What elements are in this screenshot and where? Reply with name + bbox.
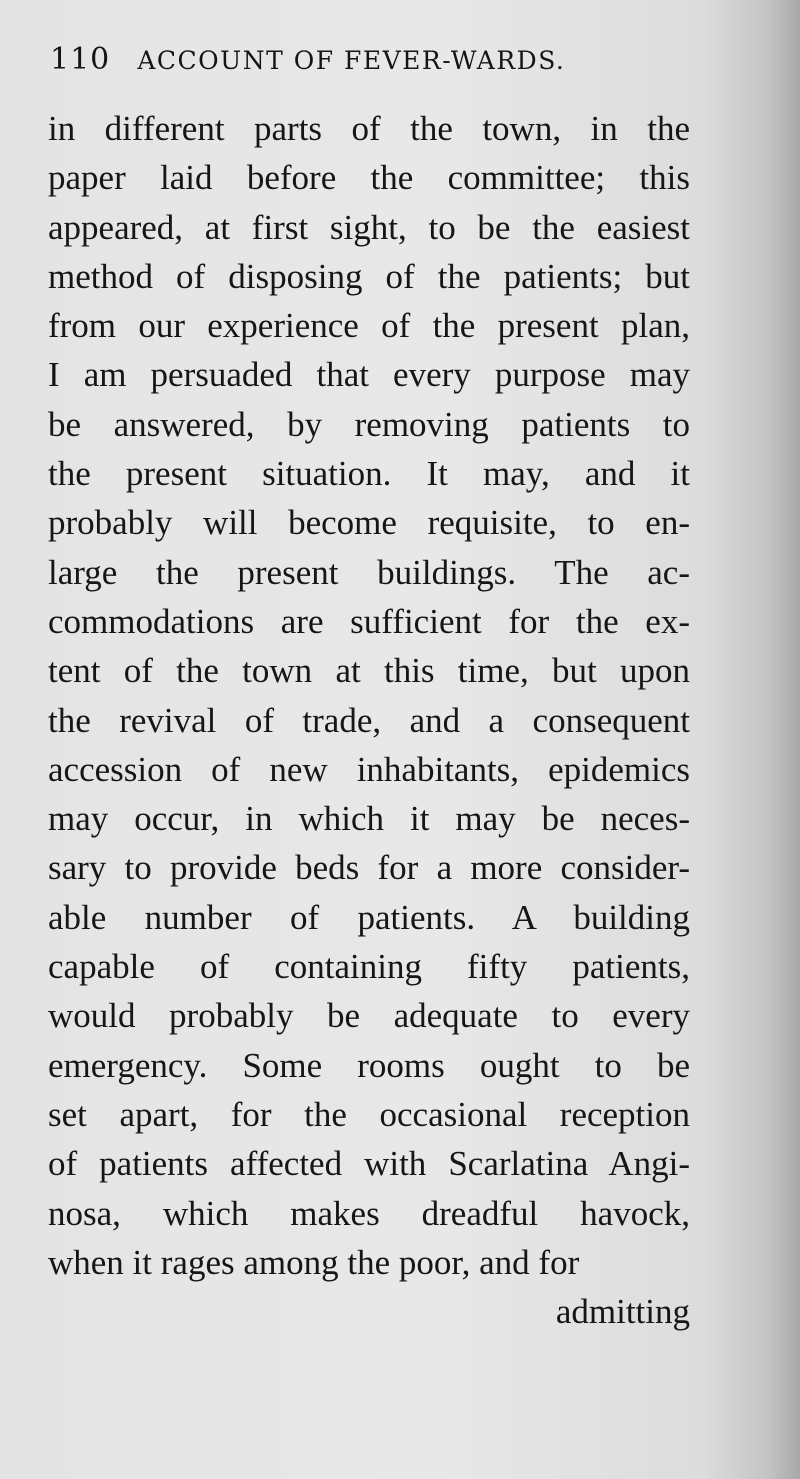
text-line: able number of patients. A building	[48, 897, 690, 937]
text-line: the present situation. It may, and it	[48, 454, 690, 494]
text-line: accession of new inhabitants, epidemics	[48, 749, 690, 789]
page-header	[50, 42, 565, 77]
text-line: from our experience of the present plan,	[48, 306, 690, 346]
catchword: admitting	[555, 1292, 690, 1332]
running-head: ACCOUNT OF FEVER-WARDS.	[137, 46, 566, 75]
text-line: large the present buildings. The ac-	[48, 552, 690, 592]
text-line: nosa, which makes dreadful havock,	[48, 1193, 690, 1233]
text-line: be answered, by removing patients to	[48, 404, 690, 444]
text-line: of patients affected with Scarlatina Angi-	[48, 1144, 690, 1184]
text-line: sary to provide beds for a more consider-	[48, 848, 690, 888]
text-line: when it rages among the poor, and for	[48, 1242, 580, 1282]
text-line: tent of the town at this time, but upon	[48, 651, 690, 691]
text-line: commodations are sufficient for the ex-	[48, 601, 690, 641]
text-line: emergency. Some rooms ought to be	[48, 1045, 690, 1085]
text-line: the revival of trade, and a consequent	[48, 700, 690, 740]
text-line: I am persuaded that every purpose may	[48, 355, 690, 395]
text-line: paper laid before the committee; this	[48, 158, 690, 198]
text-line: probably will become requisite, to en-	[48, 503, 690, 543]
text-line: method of disposing of the patients; but	[48, 256, 690, 296]
text-line: in different parts of the town, in the	[48, 109, 690, 148]
text-line: set apart, for the occasional reception	[48, 1094, 690, 1134]
body-text	[48, 104, 690, 1336]
page-number: 110	[50, 42, 111, 77]
text-line: appeared, at first sight, to be the easiest	[48, 207, 690, 247]
text-line: may occur, in which it may be neces-	[48, 799, 690, 839]
text-line: capable of containing fifty patients,	[48, 947, 690, 987]
text-line: would probably be adequate to every	[48, 996, 690, 1036]
